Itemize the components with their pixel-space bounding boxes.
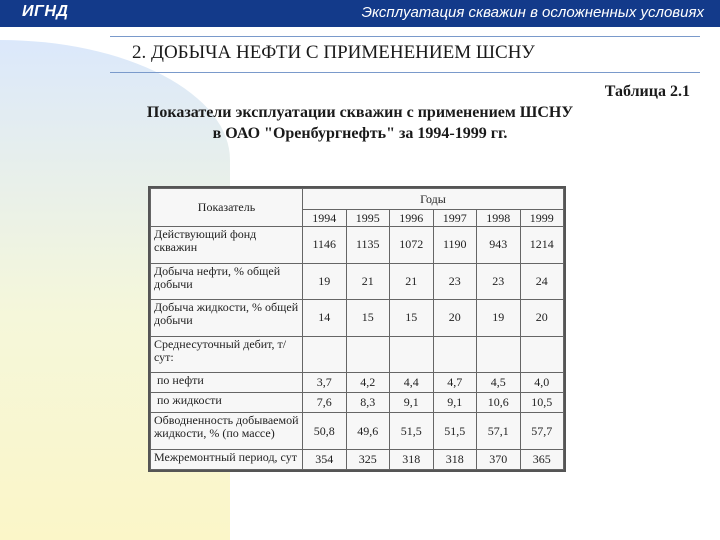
cell-value: 1135 [346,227,390,264]
year-header: 1998 [477,210,521,227]
cell-value: 23 [477,263,521,300]
table-caption-line1: Показатели эксплуатации скважин с применением ШСНУ [146,104,574,121]
cell-value: 49,6 [346,413,390,450]
cell-value: 15 [346,300,390,337]
cell-value [390,336,434,373]
cell-value: 365 [520,449,564,469]
cell-value: 318 [390,449,434,469]
cell-value [303,336,347,373]
cell-value: 9,1 [390,393,434,413]
year-header: 1994 [303,210,347,227]
cell-value: 370 [477,449,521,469]
row-label: по нефти [151,373,303,393]
cell-value: 4,2 [346,373,390,393]
year-header: 1997 [433,210,477,227]
table-row [151,227,564,264]
row-label: Среднесуточный дебит, т/сут: [151,336,303,373]
cell-value: 21 [390,263,434,300]
row-label: Добыча нефти, % общей добычи [151,263,303,300]
cell-value: 51,5 [390,413,434,450]
cell-value: 19 [477,300,521,337]
data-table [150,188,564,470]
section-title: 2. ДОБЫЧА НЕФТИ С ПРИМЕНЕНИЕМ ШСНУ [132,42,535,63]
cell-value: 7,6 [303,393,347,413]
cell-value: 1190 [433,227,477,264]
table-header-row [151,189,564,210]
table-row [151,413,564,450]
cell-value: 8,3 [346,393,390,413]
cell-value: 3,7 [303,373,347,393]
cell-value [346,336,390,373]
table-row [151,263,564,300]
cell-value: 57,1 [477,413,521,450]
row-label: Добыча жидкости, % общей добычи [151,300,303,337]
year-header: 1996 [390,210,434,227]
cell-value [477,336,521,373]
year-header: 1995 [346,210,390,227]
table-row [151,449,564,469]
table-number: Таблица 2.1 [604,83,690,100]
table-row [151,373,564,393]
table-caption-line2: в ОАО "Оренбургнефть" за 1994-1999 гг. [212,125,508,142]
cell-value: 14 [303,300,347,337]
cell-value: 4,4 [390,373,434,393]
row-label: Межремонтный период, сут [151,449,303,469]
cell-value [433,336,477,373]
cell-value: 51,5 [433,413,477,450]
cell-value: 1214 [520,227,564,264]
cell-value: 354 [303,449,347,469]
cell-value: 20 [520,300,564,337]
cell-value: 57,7 [520,413,564,450]
cell-value: 20 [433,300,477,337]
org-logo-text: ИГНД [22,3,69,20]
cell-value: 15 [390,300,434,337]
header-bar [0,0,720,27]
cell-value: 19 [303,263,347,300]
cell-value: 318 [433,449,477,469]
cell-value: 9,1 [433,393,477,413]
cell-value: 23 [433,263,477,300]
cell-value: 1072 [390,227,434,264]
bottom-divider [110,72,700,73]
cell-value: 10,5 [520,393,564,413]
row-label: Действующий фонд скважин [151,227,303,264]
cell-value: 21 [346,263,390,300]
data-table-container [148,186,566,472]
table-row [151,300,564,337]
row-label: Обводненность добываемой жидкости, % (по массе) [151,413,303,450]
cell-value: 325 [346,449,390,469]
cell-value: 10,6 [477,393,521,413]
cell-value: 943 [477,227,521,264]
table-row [151,393,564,413]
year-header: 1999 [520,210,564,227]
cell-value [520,336,564,373]
table-row [151,336,564,373]
years-header: Годы [303,189,564,210]
top-divider [110,36,700,37]
cell-value: 4,0 [520,373,564,393]
indicator-header: Показатель [151,189,303,227]
course-title: Эксплуатация скважин в осложненных условиях [361,4,704,21]
cell-value: 4,7 [433,373,477,393]
row-label: по жидкости [151,393,303,413]
cell-value: 1146 [303,227,347,264]
cell-value: 4,5 [477,373,521,393]
cell-value: 50,8 [303,413,347,450]
cell-value: 24 [520,263,564,300]
